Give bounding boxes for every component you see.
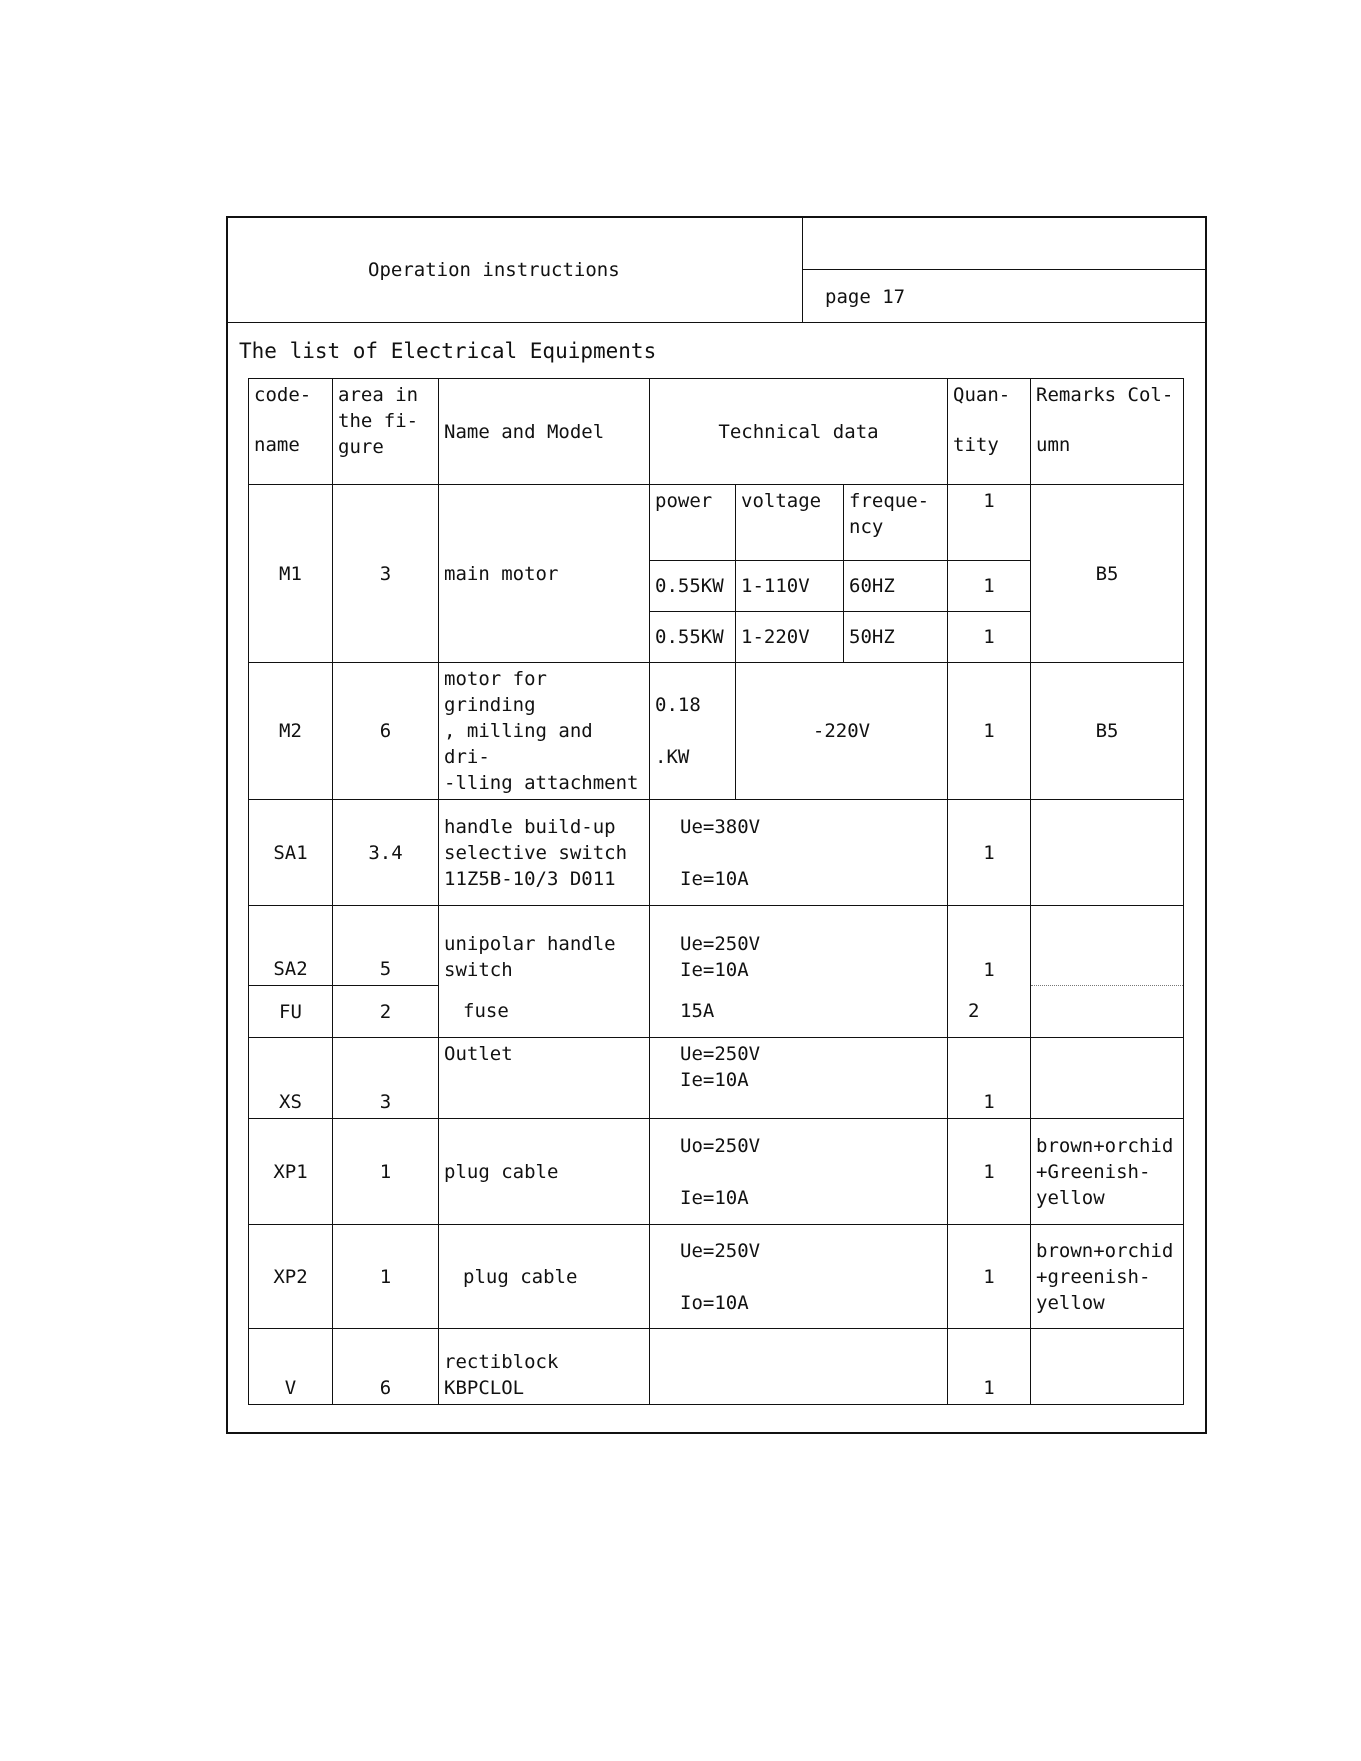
cell-quantity: 1 bbox=[948, 800, 1031, 906]
cell-frequency: 50HZ bbox=[844, 612, 948, 663]
cell-name: plug cable bbox=[439, 1119, 650, 1225]
cell-remarks bbox=[1031, 800, 1184, 906]
cell-name: motor for grinding , milling and dri- -lling attachment bbox=[439, 663, 650, 800]
table-row bbox=[249, 663, 1184, 800]
cell-remarks bbox=[1031, 1329, 1184, 1405]
cell-frequency: 60HZ bbox=[844, 561, 948, 612]
cell-code: XS bbox=[249, 1038, 333, 1119]
col-header-area-line2: the fi- bbox=[338, 410, 419, 432]
cell-area: 3 bbox=[333, 1038, 439, 1119]
subheader-power: power bbox=[650, 485, 736, 561]
col-header-area-line1: area in bbox=[338, 384, 419, 406]
cell-power: 0.55KW bbox=[650, 561, 736, 612]
cell-power: 0.55KW bbox=[650, 612, 736, 663]
cell-technical: Ue=250V Io=10A bbox=[650, 1225, 948, 1329]
cell-technical: Uo=250V Ie=10A bbox=[650, 1119, 948, 1225]
cell-name: rectiblock KBPCLOL bbox=[439, 1329, 650, 1405]
col-header-name-model: Name and Model bbox=[439, 379, 650, 485]
table-row bbox=[249, 906, 1184, 986]
cell-technical: 15A bbox=[650, 986, 948, 1038]
cell-quantity: 1 bbox=[948, 612, 1031, 663]
cell-code: V bbox=[249, 1329, 333, 1405]
cell-name: main motor bbox=[439, 485, 650, 663]
cell-remarks: B5 bbox=[1031, 663, 1184, 800]
col-header-remarks-line2: umn bbox=[1036, 434, 1071, 456]
cell-area: 6 bbox=[333, 1329, 439, 1405]
col-header-code bbox=[249, 379, 333, 485]
col-header-technical: Technical data bbox=[650, 379, 948, 485]
cell-code: M1 bbox=[249, 485, 333, 663]
table-row bbox=[249, 1038, 1184, 1119]
table-row bbox=[249, 986, 1184, 1038]
cell-area: 6 bbox=[333, 663, 439, 800]
header-bottom-divider bbox=[228, 322, 1205, 323]
cell-code: XP2 bbox=[249, 1225, 333, 1329]
cell-name: fuse bbox=[439, 986, 650, 1038]
header-divider bbox=[802, 218, 803, 322]
table-row bbox=[249, 1225, 1184, 1329]
col-header-qty-line1: Quan- bbox=[953, 384, 1011, 406]
col-header-code-line1: code- bbox=[254, 384, 312, 406]
cell-area: 3 bbox=[333, 485, 439, 663]
cell-quantity: 1 bbox=[948, 1329, 1031, 1405]
document-title: Operation instructions bbox=[368, 259, 620, 281]
col-header-area bbox=[333, 379, 439, 485]
subheader-voltage: voltage bbox=[736, 485, 844, 561]
cell-name: Outlet bbox=[439, 1038, 650, 1119]
cell-voltage: -220V bbox=[736, 663, 948, 800]
cell-voltage: 1-220V bbox=[736, 612, 844, 663]
cell-quantity: 1 bbox=[948, 906, 1031, 986]
cell-remarks: brown+orchid +Greenish- yellow bbox=[1031, 1119, 1184, 1225]
cell-voltage: 1-110V bbox=[736, 561, 844, 612]
cell-area: 2 bbox=[333, 986, 439, 1038]
cell-code: SA1 bbox=[249, 800, 333, 906]
cell-technical bbox=[650, 1329, 948, 1405]
cell-power: 0.18 .KW bbox=[650, 663, 736, 800]
cell-quantity: 1 bbox=[948, 663, 1031, 800]
cell-quantity: 2 bbox=[948, 986, 1031, 1038]
cell-technical: Ue=250V Ie=10A bbox=[650, 906, 948, 986]
cell-technical: Ue=380V Ie=10A bbox=[650, 800, 948, 906]
page-number: page 17 bbox=[825, 286, 906, 308]
cell-remarks: brown+orchid +greenish- yellow bbox=[1031, 1225, 1184, 1329]
header-page-divider bbox=[802, 269, 1205, 270]
col-header-remarks-line1: Remarks Col- bbox=[1036, 384, 1174, 406]
col-header-remarks bbox=[1031, 379, 1184, 485]
cell-technical: Ue=250V Ie=10A bbox=[650, 1038, 948, 1119]
cell-code: FU bbox=[249, 986, 333, 1038]
table-row bbox=[249, 1119, 1184, 1225]
table-header-row bbox=[249, 379, 1184, 485]
cell-remarks bbox=[1031, 986, 1184, 1038]
cell-quantity: 1 bbox=[948, 485, 1031, 561]
cell-quantity: 1 bbox=[948, 1119, 1031, 1225]
table-row bbox=[249, 1329, 1184, 1405]
cell-quantity: 1 bbox=[948, 561, 1031, 612]
col-header-area-line3: gure bbox=[338, 436, 384, 458]
col-header-quantity bbox=[948, 379, 1031, 485]
cell-name: unipolar handle switch bbox=[439, 906, 650, 986]
cell-code: SA2 bbox=[249, 906, 333, 986]
cell-name: plug cable bbox=[439, 1225, 650, 1329]
subheader-frequency: freque- ncy bbox=[844, 485, 948, 561]
cell-quantity: 1 bbox=[948, 1038, 1031, 1119]
cell-code: XP1 bbox=[249, 1119, 333, 1225]
table-row bbox=[249, 800, 1184, 906]
cell-name: handle build-up selective switch 11Z5B-10/3 D011 bbox=[439, 800, 650, 906]
cell-area: 1 bbox=[333, 1225, 439, 1329]
cell-remarks bbox=[1031, 906, 1184, 986]
table-row bbox=[249, 485, 1184, 561]
equipment-table bbox=[248, 378, 1184, 1405]
cell-remarks: B5 bbox=[1031, 485, 1184, 663]
cell-area: 3.4 bbox=[333, 800, 439, 906]
cell-area: 1 bbox=[333, 1119, 439, 1225]
cell-quantity: 1 bbox=[948, 1225, 1031, 1329]
col-header-qty-line2: tity bbox=[953, 434, 999, 456]
section-title: The list of Electrical Equipments bbox=[239, 339, 657, 363]
col-header-code-line2: name bbox=[254, 434, 300, 456]
cell-area: 5 bbox=[333, 906, 439, 986]
cell-code: M2 bbox=[249, 663, 333, 800]
cell-remarks bbox=[1031, 1038, 1184, 1119]
